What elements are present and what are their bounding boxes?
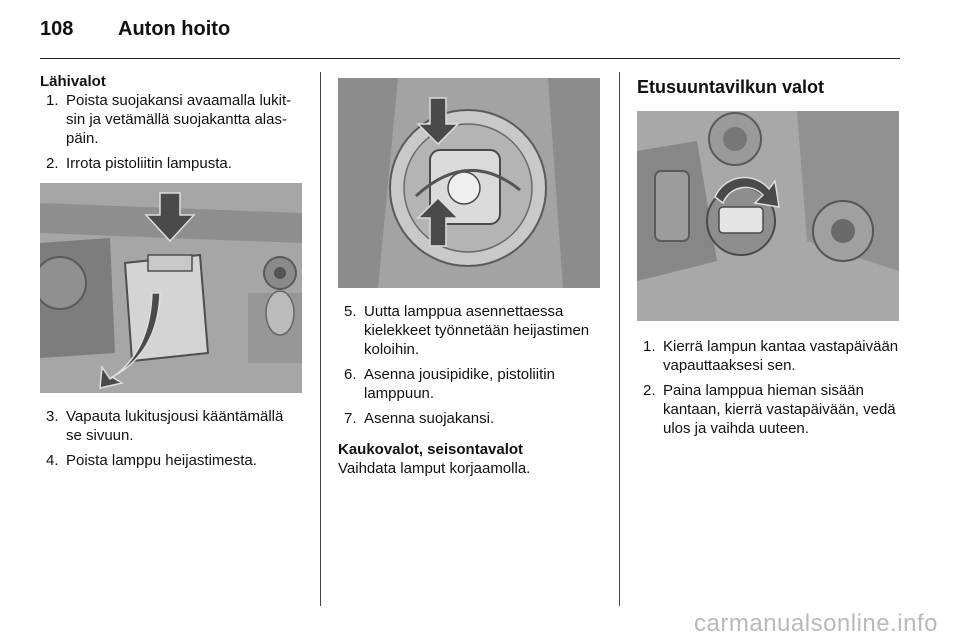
step-text: Kierrä lampun kantaa vastapäivään vapauttaaksesi sen.: [663, 338, 899, 374]
list-item: [40, 407, 302, 445]
step-text: Poista suojakansi avaamalla lukitsin ja vetämällä suojakantta alaspäin.: [66, 92, 292, 147]
step-text: Poista lamppu heijastimesta.: [66, 452, 257, 469]
column-bulb-install: [338, 72, 600, 478]
steps-list-bottom: [40, 407, 302, 470]
list-item: [637, 337, 899, 375]
step-text: Asenna suojakansi.: [364, 410, 495, 427]
list-item: [338, 302, 600, 359]
step-number: 1.: [643, 338, 656, 355]
step-number: 2.: [46, 155, 59, 172]
step-number: 7.: [344, 410, 357, 427]
page-title: Auton hoito: [118, 18, 231, 40]
illustration-cover-removal: [40, 183, 302, 393]
column-turn-signal: [637, 72, 899, 444]
section-heading-low-beam: Lähivalot: [40, 73, 106, 90]
step-number: 5.: [344, 303, 357, 320]
step-text: Uutta lamppua asennettaessa kielekkeet työnnetään heijastimen koloihin.: [364, 303, 590, 358]
steps-list: [637, 337, 899, 438]
illustration-turn-signal: [637, 111, 899, 321]
section-text: Vaihdata lamput korjaamolla.: [338, 460, 531, 477]
step-number: 2.: [643, 382, 656, 399]
column-divider: [619, 72, 620, 606]
step-text: Vapauta lukitusjousi kääntämällä se sivuun.: [66, 408, 284, 444]
page-header: [40, 14, 900, 59]
list-item: [40, 451, 302, 470]
step-number: 1.: [46, 92, 59, 109]
step-text: Asenna jousipidike, pistoliitin lamppuun.: [364, 366, 555, 402]
list-item: [40, 91, 302, 148]
column-low-beam: [40, 72, 302, 476]
section-heading-turn-signal: Etusuuntavilkun valot: [637, 77, 825, 97]
column-divider: [320, 72, 321, 606]
list-item: [338, 409, 600, 428]
list-item: [637, 381, 899, 438]
step-number: 3.: [46, 408, 59, 425]
section-heading-high-beam: Kaukovalot, seisontavalot: [338, 441, 524, 458]
step-number: 6.: [344, 366, 357, 383]
list-item: [40, 154, 302, 173]
steps-list: [338, 302, 600, 428]
step-number: 4.: [46, 452, 59, 469]
list-item: [338, 365, 600, 403]
steps-list-top: [40, 91, 302, 173]
watermark: carmanualsonline.info: [694, 610, 938, 637]
illustration-bulb-socket: [338, 78, 600, 288]
page-number: 108: [40, 18, 74, 40]
step-text: Paina lamppua hieman sisään kantaan, kierrä vastapäivään, vedä ulos ja vaihda uuteen.: [663, 382, 896, 437]
step-text: Irrota pistoliitin lampusta.: [66, 155, 232, 172]
